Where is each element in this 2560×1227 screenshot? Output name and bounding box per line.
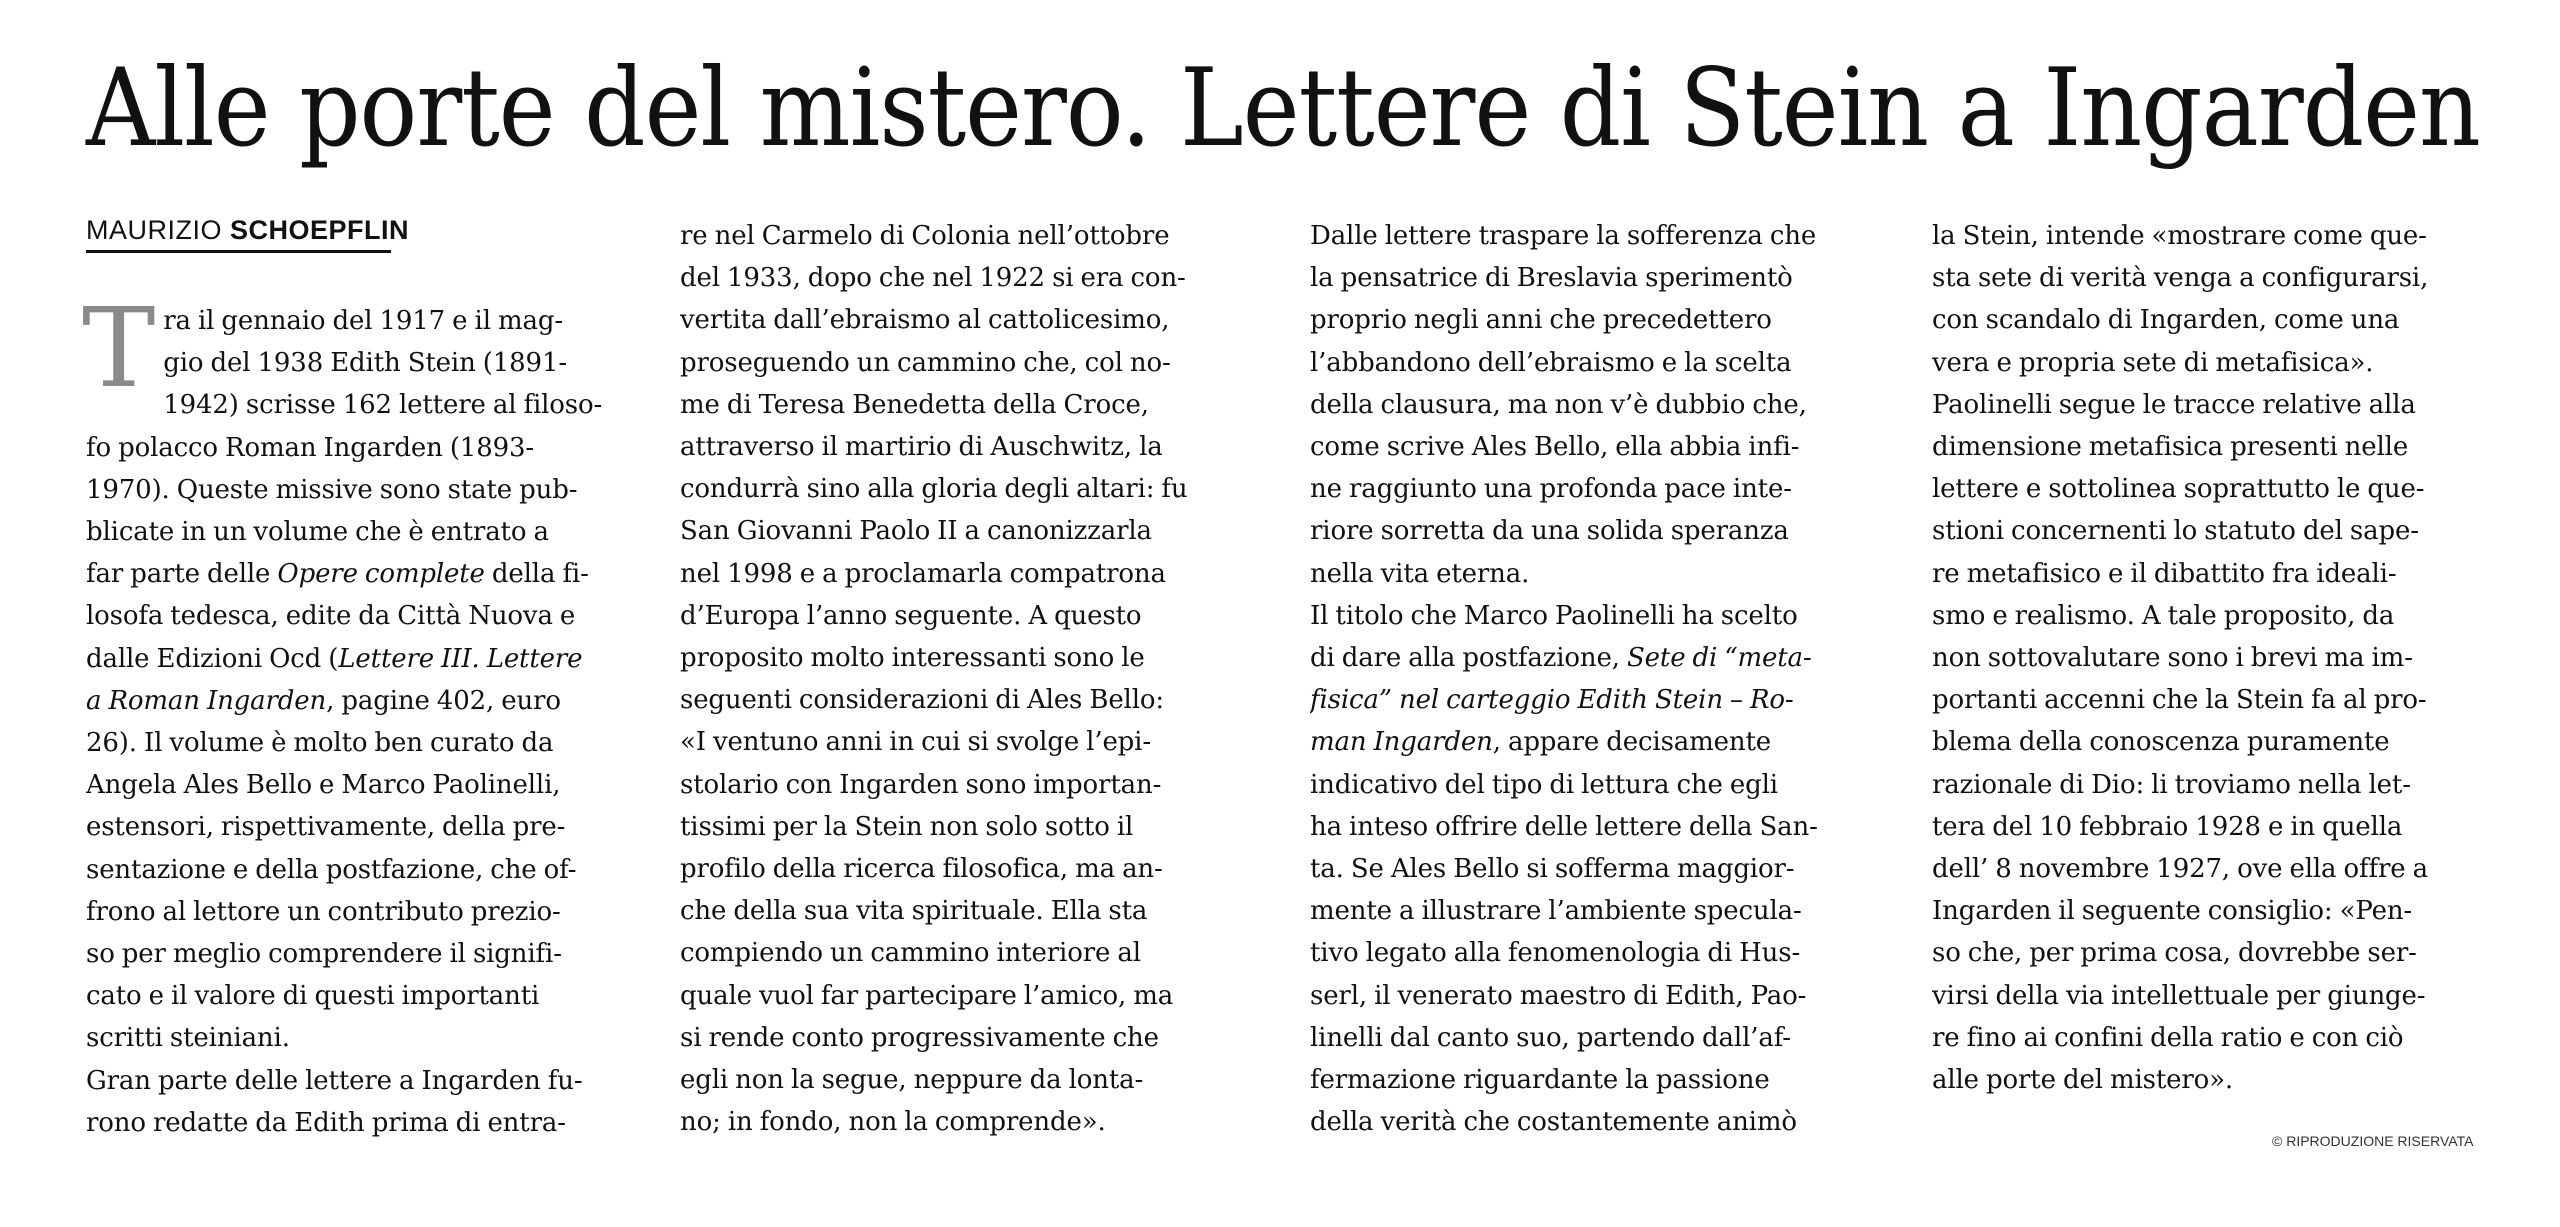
text-line: attraverso il martirio di Auschwitz, la (680, 432, 1163, 463)
text-line: San Giovanni Paolo II a canonizzarla (680, 516, 1152, 547)
text-line: scritti steiniani. (86, 1023, 290, 1054)
text-line: alle porte del mistero». (1932, 1065, 2234, 1096)
text-line: Il titolo che Marco Paolinelli ha scelto (1310, 600, 1798, 631)
text-line: losofa tedesca, edite da Città Nuova e (86, 601, 576, 632)
text-line: l’abbandono dell’ebraismo e la scelta (1310, 347, 1792, 378)
text-line: blicate in un volume che è entrato a (86, 517, 549, 548)
text-run: dalle Edizioni Ocd ( (86, 643, 339, 674)
text-line: me di Teresa Benedetta della Croce, (680, 389, 1149, 420)
text-line: smo e realismo. A tale proposito, da (1932, 600, 2395, 631)
text-line: 1942) scrisse 162 lettere al filoso- (163, 390, 603, 421)
text-line: Paolinelli segue le tracce relative alla (1932, 389, 2416, 420)
text-line: della clausura, ma non v’è dubbio che, (1310, 389, 1807, 420)
text-line (86, 680, 651, 722)
drop-cap: T (82, 284, 156, 412)
text-line: tera del 10 febbraio 1928 e in quella (1932, 811, 2403, 842)
text-line: gio del 1938 Edith Stein (1891- (163, 348, 567, 379)
text-line: blema della conoscenza puramente (1932, 727, 2390, 758)
text-line (86, 553, 651, 595)
author-first-name: MAURIZIO (86, 215, 222, 245)
text-line: della verità che costantemente animò (1310, 1107, 1797, 1138)
text-line: 1970). Queste missive sono state pub- (86, 474, 578, 505)
text-line: fermazione riguardante la passione (1310, 1065, 1770, 1096)
text-line: che della sua vita spirituale. Ella sta (680, 896, 1148, 927)
text-line: vera e propria sete di metafisica». (1932, 347, 2374, 378)
text-line: sta sete di verità venga a configurarsi, (1932, 263, 2429, 294)
book-title-italic: Lettere III. Lettere (338, 643, 583, 674)
article-column-3 (1310, 215, 1875, 1143)
text-line: dimensione metafisica presenti nelle (1932, 432, 2409, 463)
article-column-2 (680, 215, 1245, 1143)
text-line (1310, 637, 1875, 679)
text-line: dell’ 8 novembre 1927, ove ella offre a (1932, 854, 2428, 885)
postface-title-italic: man Ingarden (1310, 727, 1493, 758)
text-line: proprio negli anni che precedettero (1310, 305, 1772, 336)
text-line: profilo della ricerca filosofica, ma an- (680, 854, 1163, 885)
author-last-name: SCHOEPFLIN (230, 215, 410, 245)
text-line: si rende conto progressivamente che (680, 1022, 1159, 1053)
text-line: ta. Se Ales Bello si sofferma maggior- (1310, 854, 1795, 885)
text-line: compiendo un cammino interiore al (680, 938, 1141, 969)
text-line (1310, 721, 1875, 763)
article-column-4 (1932, 215, 2497, 1101)
text-line: 26). Il volume è molto ben curato da (86, 728, 554, 759)
text-line: proseguendo un cammino che, col no- (680, 347, 1171, 378)
text-line (86, 638, 651, 680)
text-line: vertita dall’ebraismo al cattolicesimo, (680, 305, 1170, 336)
text-line: «I ventuno anni in cui si svolge l’epi- (680, 727, 1151, 758)
text-line: Dalle lettere traspare la sofferenza che (1310, 221, 1817, 251)
text-line: Ingarden il seguente consiglio: «Pen- (1932, 896, 2413, 927)
text-line: serl, il venerato maestro di Edith, Pao- (1310, 980, 1807, 1011)
text-line: ra il gennaio del 1917 e il mag- (163, 306, 563, 336)
text-line: Angela Ales Bello e Marco Paolinelli, (86, 770, 561, 801)
text-line: no; in fondo, non la comprende». (680, 1107, 1106, 1138)
headline: Alle porte del mistero. Lettere di Stein a Ingarden (86, 45, 2480, 171)
text-line: nel 1998 e a proclamarla compatrona (680, 558, 1166, 589)
postface-title-italic: fisica” nel carteggio Edith Stein – Ro- (1310, 685, 1794, 716)
copyright-notice: © RIPRODUZIONE RISERVATA (2272, 1133, 2474, 1149)
text-line: riore sorretta da una solida speranza (1310, 516, 1789, 547)
book-title-italic: Opere complete (277, 559, 485, 590)
text-line: seguenti considerazioni di Ales Bello: (680, 685, 1164, 716)
text-line: come scrive Ales Bello, ella abbia infi- (1310, 432, 1800, 463)
text-line: so che, per prima cosa, dovrebbe ser- (1932, 938, 2417, 969)
postface-title-italic: Sete di “meta- (1627, 643, 1812, 674)
article-column-1 (82, 284, 651, 1144)
text-line: indicativo del tipo di lettura che egli (1310, 769, 1778, 800)
text-line: proposito molto interessanti sono le (680, 643, 1145, 674)
text-line: virsi della via intellettuale per giunge- (1932, 980, 2426, 1011)
text-line: ne raggiunto una profonda pace inte- (1310, 474, 1792, 505)
text-line: ha inteso offrire delle lettere della San- (1310, 811, 1818, 842)
text-line: fo polacco Roman Ingarden (1893- (86, 432, 535, 463)
text-run: della fi- (484, 559, 589, 590)
text-line: re metafisico e il dibattito fra ideali- (1932, 558, 2397, 589)
text-line: cato e il valore di questi importanti (86, 981, 540, 1012)
text-line: linelli dal canto suo, partendo dall’af- (1310, 1022, 1791, 1053)
text-run: , appare decisamente (1492, 727, 1772, 758)
text-line: con scandalo di Ingarden, come una (1932, 305, 2400, 336)
text-line: mente a illustrare l’ambiente specula- (1310, 896, 1802, 927)
text-line: portanti accenni che la Stein fa al pro- (1932, 685, 2427, 716)
text-line: egli non la segue, neppure da lonta- (680, 1065, 1144, 1096)
text-line: del 1933, dopo che nel 1922 si era con- (680, 263, 1186, 294)
text-line: re fino ai confini della ratio e con ciò (1932, 1022, 2404, 1053)
text-run: , pagine 402, euro (326, 685, 561, 716)
text-line: Gran parte delle lettere a Ingarden fu- (86, 1065, 583, 1096)
text-line: sentazione e della postfazione, che of- (86, 854, 577, 885)
text-line (1310, 679, 1875, 721)
text-line: la Stein, intende «mostrare come que- (1932, 221, 2427, 251)
text-line: non sottovalutare sono i brevi ma im- (1932, 643, 2413, 674)
text-run: di dare alla postfazione, (1310, 643, 1627, 674)
text-line: condurrà sino alla gloria degli altari: fu (680, 474, 1188, 505)
text-line: stioni concernenti lo statuto del sape- (1932, 516, 2419, 547)
text-line: tivo legato alla fenomenologia di Hus- (1310, 938, 1801, 969)
text-line: frono al lettore un contributo prezio- (86, 896, 561, 927)
text-run: far parte delle (86, 559, 278, 590)
text-line: rono redatte da Edith prima di entra- (86, 1107, 566, 1138)
text-line: quale vuol far partecipare l’amico, ma (680, 980, 1174, 1011)
text-line: tissimi per la Stein non solo sotto il (680, 811, 1134, 842)
text-line: so per meglio comprendere il signifi- (86, 939, 562, 970)
text-line: stolario con Ingarden sono importan- (680, 769, 1162, 800)
text-line: lettere e sottolinea soprattutto le que- (1932, 474, 2425, 505)
text-line: nella vita eterna. (1310, 558, 1530, 589)
text-line: la pensatrice di Breslavia sperimentò (1310, 263, 1793, 294)
text-line: estensori, rispettivamente, della pre- (86, 812, 566, 843)
text-line: re nel Carmelo di Colonia nell’ottobre (680, 221, 1170, 251)
text-line: d’Europa l’anno seguente. A questo (680, 600, 1142, 631)
text-line: razionale di Dio: li troviamo nella let- (1932, 769, 2411, 800)
book-title-italic: a Roman Ingarden (86, 685, 327, 716)
byline (86, 215, 410, 253)
